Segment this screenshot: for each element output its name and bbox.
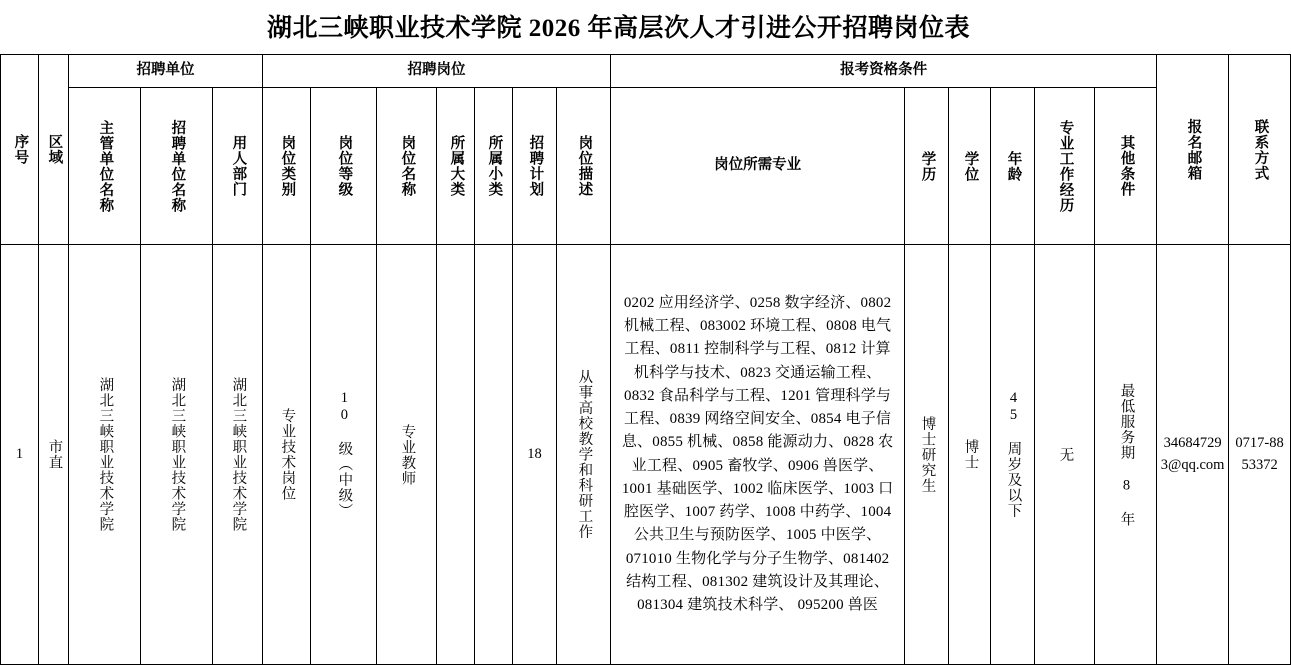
header-post-type: 岗位类别 [263,88,311,245]
header-post-desc: 岗位描述 [557,88,611,245]
header-post-level: 岗位等级 [311,88,377,245]
header-apply-email: 报名邮箱 [1157,55,1229,245]
page-title: 湖北三峡职业技术学院 2026 年高层次人才引进公开招聘岗位表 [266,15,970,42]
header-age: 年龄 [991,88,1035,245]
header-contact: 联系方式 [1229,55,1291,245]
header-employing-dept: 用人部门 [213,88,263,245]
cell-plan-count: 18 [513,245,557,665]
header-minor-category: 所属小类 [475,88,513,245]
cell-post-name: 专业教师 [377,245,437,665]
table-header-column-row [1,88,1291,245]
cell-age: 45 周岁及以下 [991,245,1035,665]
header-required-major: 岗位所需专业 [611,88,905,245]
cell-employing-dept: 湖北三峡职业技术学院 [213,245,263,665]
recruitment-table [0,54,1291,665]
header-major-category: 所属大类 [437,88,475,245]
cell-region: 市直 [39,245,69,665]
cell-recruit-unit-name: 湖北三峡职业技术学院 [141,245,213,665]
cell-post-desc: 从事高校教学和科研工作 [557,245,611,665]
cell-seq: 1 [1,245,39,665]
cell-post-level: 10 级（中级） [311,245,377,665]
header-seq: 序号 [1,55,39,245]
header-plan-count: 招聘计划 [513,88,557,245]
cell-contact: 0717-8853372 [1229,245,1291,665]
cell-supervisor-unit: 湖北三峡职业技术学院 [69,245,141,665]
cell-post-type: 专业技术岗位 [263,245,311,665]
cell-education: 博士研究生 [905,245,949,665]
cell-apply-email: 346847293@qq.com [1157,245,1229,665]
table-header-group-row [1,55,1291,88]
table-row [1,245,1291,665]
cell-other-conditions: 最低服务期 8 年 [1095,245,1157,665]
cell-major-category [437,245,475,665]
header-other-conditions: 其他条件 [1095,88,1157,245]
header-group-qualification: 报考资格条件 [611,55,1157,88]
header-education: 学历 [905,88,949,245]
cell-degree: 博士 [949,245,991,665]
header-recruit-unit-name: 招聘单位名称 [141,88,213,245]
header-region: 区域 [39,55,69,245]
header-work-experience: 专业工作经历 [1035,88,1095,245]
cell-required-major: 0202 应用经济学、0258 数字经济、0802 机械工程、083002 环境工程、0808 电气工程、0811 控制科学与工程、0812 计算机科学与技术、0823 交通运输工程、0832 食品科学与工程、1201 管理科学与工程、0839 网络空间安全、0854 电子信息、0855 机械、0858 能源动力、0828 农业工程、0905 畜牧学、0906 兽医学、1001 基础医学、1002 临床医学、1003 口腔医学、1007 药学、1008 中药学、1004 公共卫生与预防医学、1005 中医学、071010 生物化学与分子生物学、081402 结构工程、081302 建筑设计及其理论、081304 建筑技术科学、 095200 兽医 [611,245,905,665]
cell-work-experience: 无 [1035,245,1095,665]
header-group-recruit-post: 招聘岗位 [263,55,611,88]
header-degree: 学位 [949,88,991,245]
cell-minor-category [475,245,513,665]
header-post-name: 岗位名称 [377,88,437,245]
header-group-recruit-unit: 招聘单位 [69,55,263,88]
header-supervisor-unit: 主管单位名称 [69,88,141,245]
